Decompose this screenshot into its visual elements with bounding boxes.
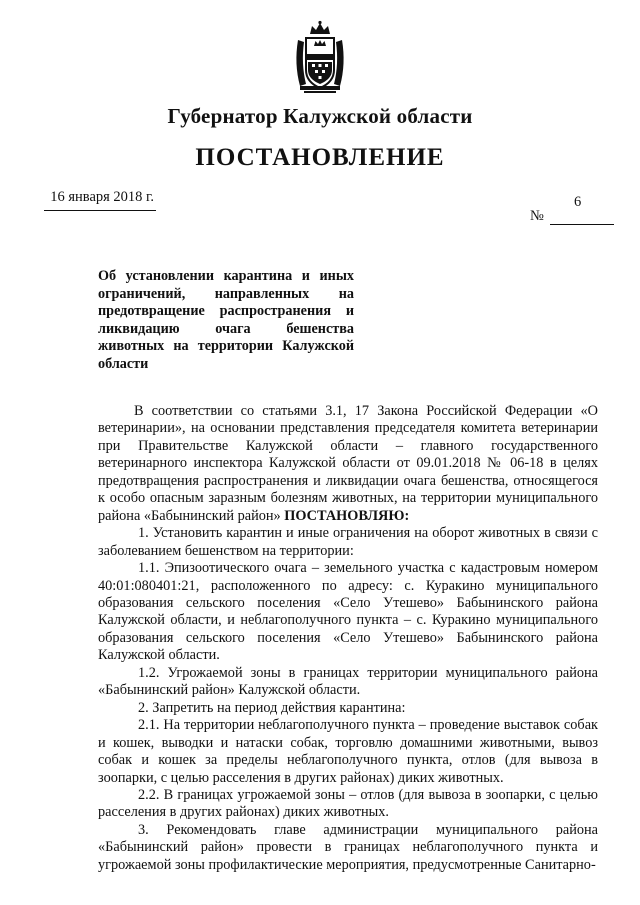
- clause-1-2: 1.2. Угрожаемой зоны в границах территории муниципального района «Бабынинский район» Калужской области.: [98, 664, 598, 699]
- document-number: 6: [574, 194, 582, 210]
- document-body: [98, 403, 598, 874]
- clause-2-1: 2.1. На территории неблагополучного пункта – проведение выставок собак и кошек, выводки и натаски собак, торговлю домашними животными, вывоз собак и кошек за пределы неблагополучного пункта, отлов (для вывоза в зоопарки, с целью расселения в других районах) диких животных.: [98, 717, 598, 786]
- clause-1: 1. Установить карантин и иные ограничения на оборот животных в связи с заболеванием бешенством на территории:: [98, 525, 598, 559]
- document-subject: Об установлении карантина и иных ограничений, направленных на предотвращение распространения и ликвидацию очага бешенства животных на территории Калужской области: [98, 268, 354, 372]
- decree-word: ПОСТАНОВЛЯЮ:: [284, 507, 410, 524]
- date-underline: [44, 206, 156, 211]
- preamble-text: В соответствии со статьями 3.1, 17 Закона Российской Федерации «О ветеринарии», на основании представления председателя комитета ветеринарии при Правительстве Калужской области – главного государственного ветеринарного инспектора Калужской области от 09.01.2018 № 06-18 в целях предотвращения распространения и ликвидации очага бешенства, относящегося к особо опасным заразным болезням животных, на территории муниципального района «Бабынинский район»: [98, 403, 598, 524]
- clause-1-1: 1.1. Эпизоотического очага – земельного участка с кадастровым номером 40:01:080401:21, расположенного по адресу: с. Куракино муниципального образования сельского поселения «Село Утешево» Бабынинского района Калужской области, и неблагополучного пункта – с. Куракино муниципального образования сельского поселения «Село Утешево» Бабынинского района Калужской области.: [98, 560, 598, 664]
- clause-2-2: 2.2. В границах угрожаемой зоны – отлов (для вывоза в зоопарки, с целью расселения в других районах) диких животных.: [98, 786, 598, 821]
- number-sign-label: №: [530, 208, 544, 224]
- document-type-heading: ПОСТАНОВЛЕНИЕ: [195, 144, 445, 171]
- preamble-paragraph: [98, 403, 598, 525]
- authority-title: Губернатор Калужской области: [167, 104, 473, 128]
- clause-2: 2. Запретить на период действия карантина:: [138, 699, 406, 716]
- kaluga-region-coat-of-arms-icon: [290, 20, 350, 94]
- number-underline: [550, 224, 614, 225]
- document-date: 16 января 2018 г.: [50, 189, 154, 205]
- document-date-field: [44, 189, 156, 211]
- clause-3: 3. Рекомендовать главе администрации муниципального района «Бабынинский район» провести в границах неблагополучного пункта и угрожаемой зоны профилактические мероприятия, предусмотренные Санитарно-: [98, 821, 598, 873]
